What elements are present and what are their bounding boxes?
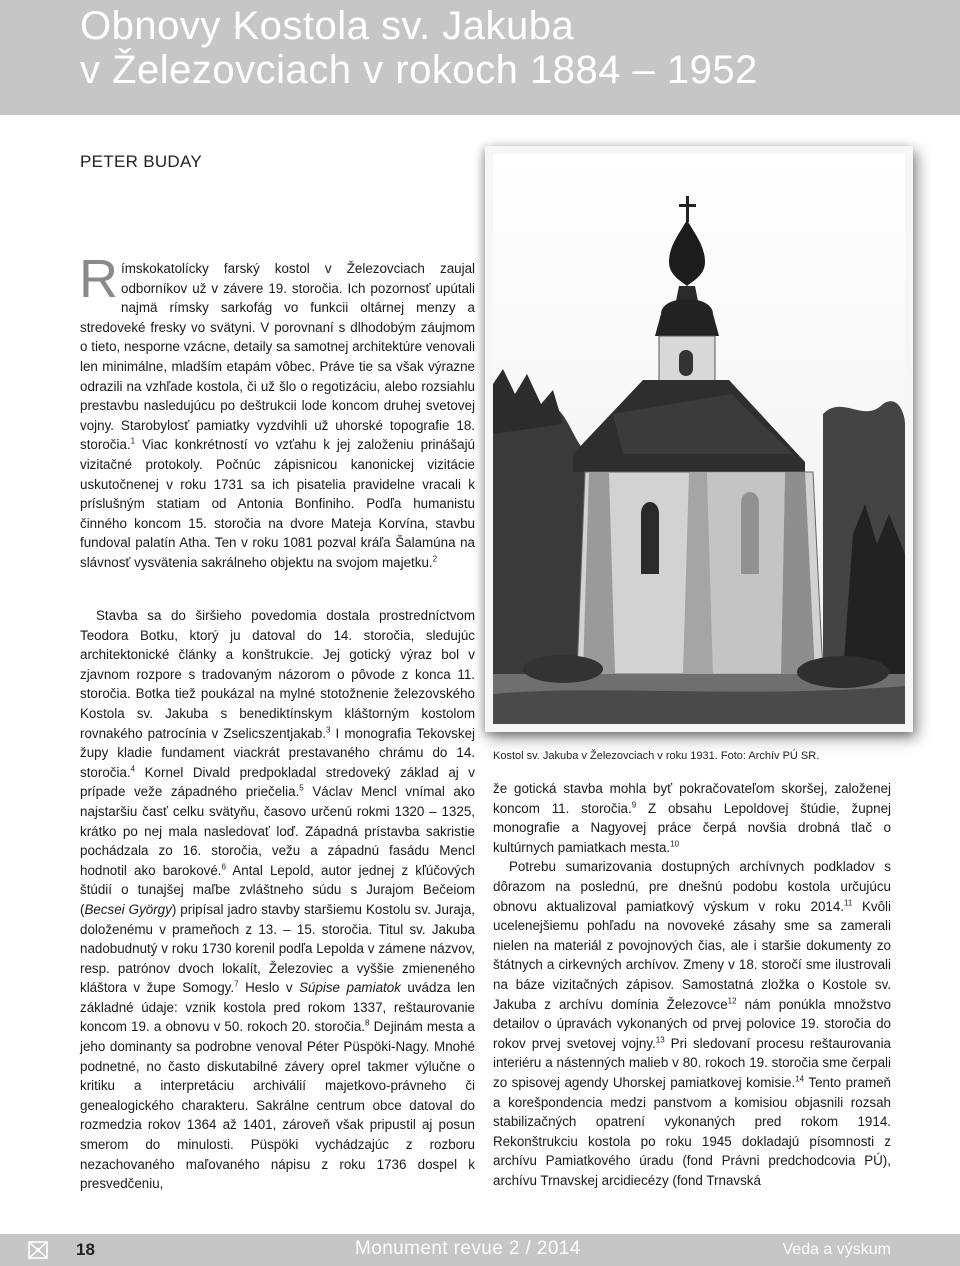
footnote-ref[interactable]: 10	[670, 839, 680, 849]
church-illustration	[493, 154, 905, 724]
footnote-ref[interactable]: 12	[727, 996, 737, 1006]
body-text: nám ponúkla množstvo detailov o úpravách vykonaných od prvej polovice 19. storočia do rokov prvej svetovej vojny.	[493, 996, 891, 1051]
body-text: Kvôli ucelenejšiemu pohľadu na novoveké zásahy sme sa zamerali nielen na materiál z povojnových čias, ale i staršie dokumenty zo štátnych a cirkevných archívov. Zmeny v 18. storočí sme ilustrovali na báze vizitačných zápisov. Samostatná zložka o Kostole sv. Jakuba z archívu domínia Železovce	[493, 898, 891, 1012]
footnote-ref[interactable]: 2	[432, 554, 438, 564]
page-number: 18	[76, 1240, 95, 1259]
italic-name: Becsei György	[84, 901, 172, 917]
body-text: ) pripísal jadro stavby staršiemu Kostolu sv. Juraja, doloženému v prameňoch z 13. – 15. storočia. Titul sv. Jakuba nadobudnutý v roku 1730 korenil podľa Lepolda v zámene názvov, resp. patrónov dvoch lokalít, Železoviec a vyššie zmieneného kláštora v župe Somogy.	[80, 901, 475, 996]
intro-paragraph	[79, 249, 475, 573]
title-line-1: Obnovy Kostola sv. Jakuba	[80, 4, 575, 48]
footnote-ref[interactable]: 6	[221, 862, 226, 872]
body-text: Pri sledovaní procesu reštaurovania interiéru a nástenných malieb v 80. rokoch 19. storočia sme čerpali zo spisovej agendy Uhorskej pamiatkovej komisie.	[493, 1035, 892, 1090]
article-title	[80, 4, 758, 92]
drop-cap: R	[79, 249, 118, 309]
title-line-2: v Železovciach v rokoch 1884 – 1952	[80, 48, 758, 92]
footnote-ref[interactable]: 8	[364, 1019, 370, 1028]
body-text: Kornel Divald predpokladal stredoveký základ aj v prípade veže západného priečelia.	[80, 764, 475, 800]
footnote-ref[interactable]: 9	[631, 800, 637, 810]
section-name: Veda a výskum	[782, 1241, 891, 1258]
magazine-name: Monument revue 2 / 2014	[355, 1238, 581, 1259]
footnote-ref[interactable]: 11	[844, 898, 853, 908]
body-text: Heslo v	[238, 980, 300, 996]
body-column-left	[80, 606, 475, 1194]
body-text: Z obsahu Lepoldovej štúdie, župnej monografie a Nagyovej práce čerpá novšia drobná tlač o kultúrnych pamiatkach mesta.	[493, 800, 892, 855]
footnote-ref[interactable]: 5	[299, 783, 304, 793]
photo-caption: Kostol sv. Jakuba v Železovciach v roku 1931. Foto: Archív PÚ SR.	[493, 750, 820, 762]
header-band	[0, 0, 960, 115]
author-name: PETER BUDAY	[80, 152, 203, 171]
footnote-ref[interactable]: 7	[234, 979, 239, 989]
footnote-ref[interactable]: 4	[130, 764, 136, 774]
footer-band	[0, 1234, 960, 1266]
footnote-ref[interactable]: 14	[795, 1074, 805, 1084]
body-text: Václav Mencl vnímal ako najstaršiu časť celku svätyňu, časovo určenú rokmi 1320 – 1325, krátko po nej mala nasledovať loď. Západná prístavba sakristie pochádzala zo 16. storočia, vežu a západnú fasádu Mencl hodnotil ako barokové.	[80, 784, 475, 878]
body-text: Potrebu sumarizovania dostupných archívnych podkladov s dôrazom na poslednú, pre dnešnú podobu kostola určujúcu obnovu aktualizoval pamiatkový výskum v roku 2014.	[493, 859, 891, 914]
intro-text: Viac konkrétností vo vzťahu k jej založeniu prinášajú vizitačné protokoly. Počnúc zápisnicou kanonickej vizitácie uskutočnenej v roku 1731 sa ich pisatelia pravidelne vracali k príslušným statiam od Antonia Bonfiniho. Podľa humanistu činného koncom 15. storočia na dvore Mateja Korvína, stavbu fundoval palatín Atha. Ten v roku 1081 pozval kráľa Šalamúna na slávnosť vysvätenia sakrálneho objektu na svojom majetku.	[80, 437, 475, 570]
italic-title: Súpise pamiatok	[299, 980, 401, 996]
body-text: uvádza len základné údaje: vznik kostola pred rokom 1337, reštaurovanie koncom 19. a obnovu v 50. rokoch 20. storočia.	[80, 980, 475, 1035]
church-photo	[485, 146, 913, 732]
body-text: I monografia Tekovskej župy kladie fundament viackrát prestavaného chrámu do 14. storočia.	[80, 725, 475, 780]
body-text: Stavba sa do širšieho povedomia dostala prostredníctvom Teodora Botku, ktorý ju datoval do 14. storočia, sledujúc architektonické články a konštrukcie. Jej gotický výraz bol v zjavnom rozpore s tradovaným názorom o pôvode z konca 11. storočia. Botka tiež poukázal na mylné stotožnenie železovského Kostola sv. Jakuba s benediktínskym kláštorným kostolom rovnakého patrocínia v Zselicszentjakab.	[80, 608, 475, 741]
body-text: Antal Lepold, autor jednej z kľúčových štúdií o tunajšej maľbe zvláštneho súdu s Jurajom Bečeiom (	[80, 862, 475, 917]
body-text: Tento prameň a korešpondencia medzi panstvom a komisiou objasnili rozsah stabilizačných opatrení vykonaných pred rokom 1914. Rekonštrukciu kostola po roku 1945 dokladajú písomnosti z archívu Pamiatkového úradu (fond Právni predchodcovia PÚ), archívu Trnavskej arcidiecézy (fond Trnavská	[493, 1074, 892, 1188]
monument-logo-icon	[26, 1239, 50, 1261]
body-text: Dejinám mesta a jeho dominanty sa podrobne venoval Péter Püspöki-Nagy. Mnohé podnetné, no často diskutabilné závery oprel takmer výlučne o kritiku a interpretáciu archiválií majetkovo-právneho či genealogického charakteru. Sakrálne centrum obce datoval do rozmedzia rokov 1364 až 1401, zároveň však pripustil aj posun smerom do minulosti. Püspöki vychádzajúc z rozboru nezachovaného maľovaného nápisu z roku 1736 dospel k presvedčeniu,	[80, 1019, 475, 1192]
footnote-ref[interactable]: 13	[655, 1035, 665, 1045]
footnote-ref[interactable]: 3	[326, 725, 331, 735]
footnote-ref[interactable]: 1	[130, 436, 136, 446]
intro-text: ímskokatolícky farský kostol v Železovciach zaujal odborníkov už v závere 19. storočia. Ich pozornosť upútali najmä rímsky sarkofág vo funkcii oltárnej menzy a stredoveké fresky vo svätyni. V porovnaní s dlhodobým záujmom o tieto, nesporne vzácne, detaily sa samotnej architektúre venovali len minimálne, mladším etapám vôbec. Práve tie sa však výrazne odrazili na vzhľade kostola, či už šlo o regotizáciu, alebo rozsiahlu prestavbu nasledujúcu po deštrukcii lode koncom druhej svetovej vojny. Starobylosť pamiatky vyzdvihli už uhorské topografie 18. storočia.	[80, 261, 475, 453]
body-text: že gotická stavba mohla byť pokračovateľom skoršej, založenej koncom 11. storočia.	[493, 781, 891, 816]
body-column-right	[493, 779, 891, 1190]
